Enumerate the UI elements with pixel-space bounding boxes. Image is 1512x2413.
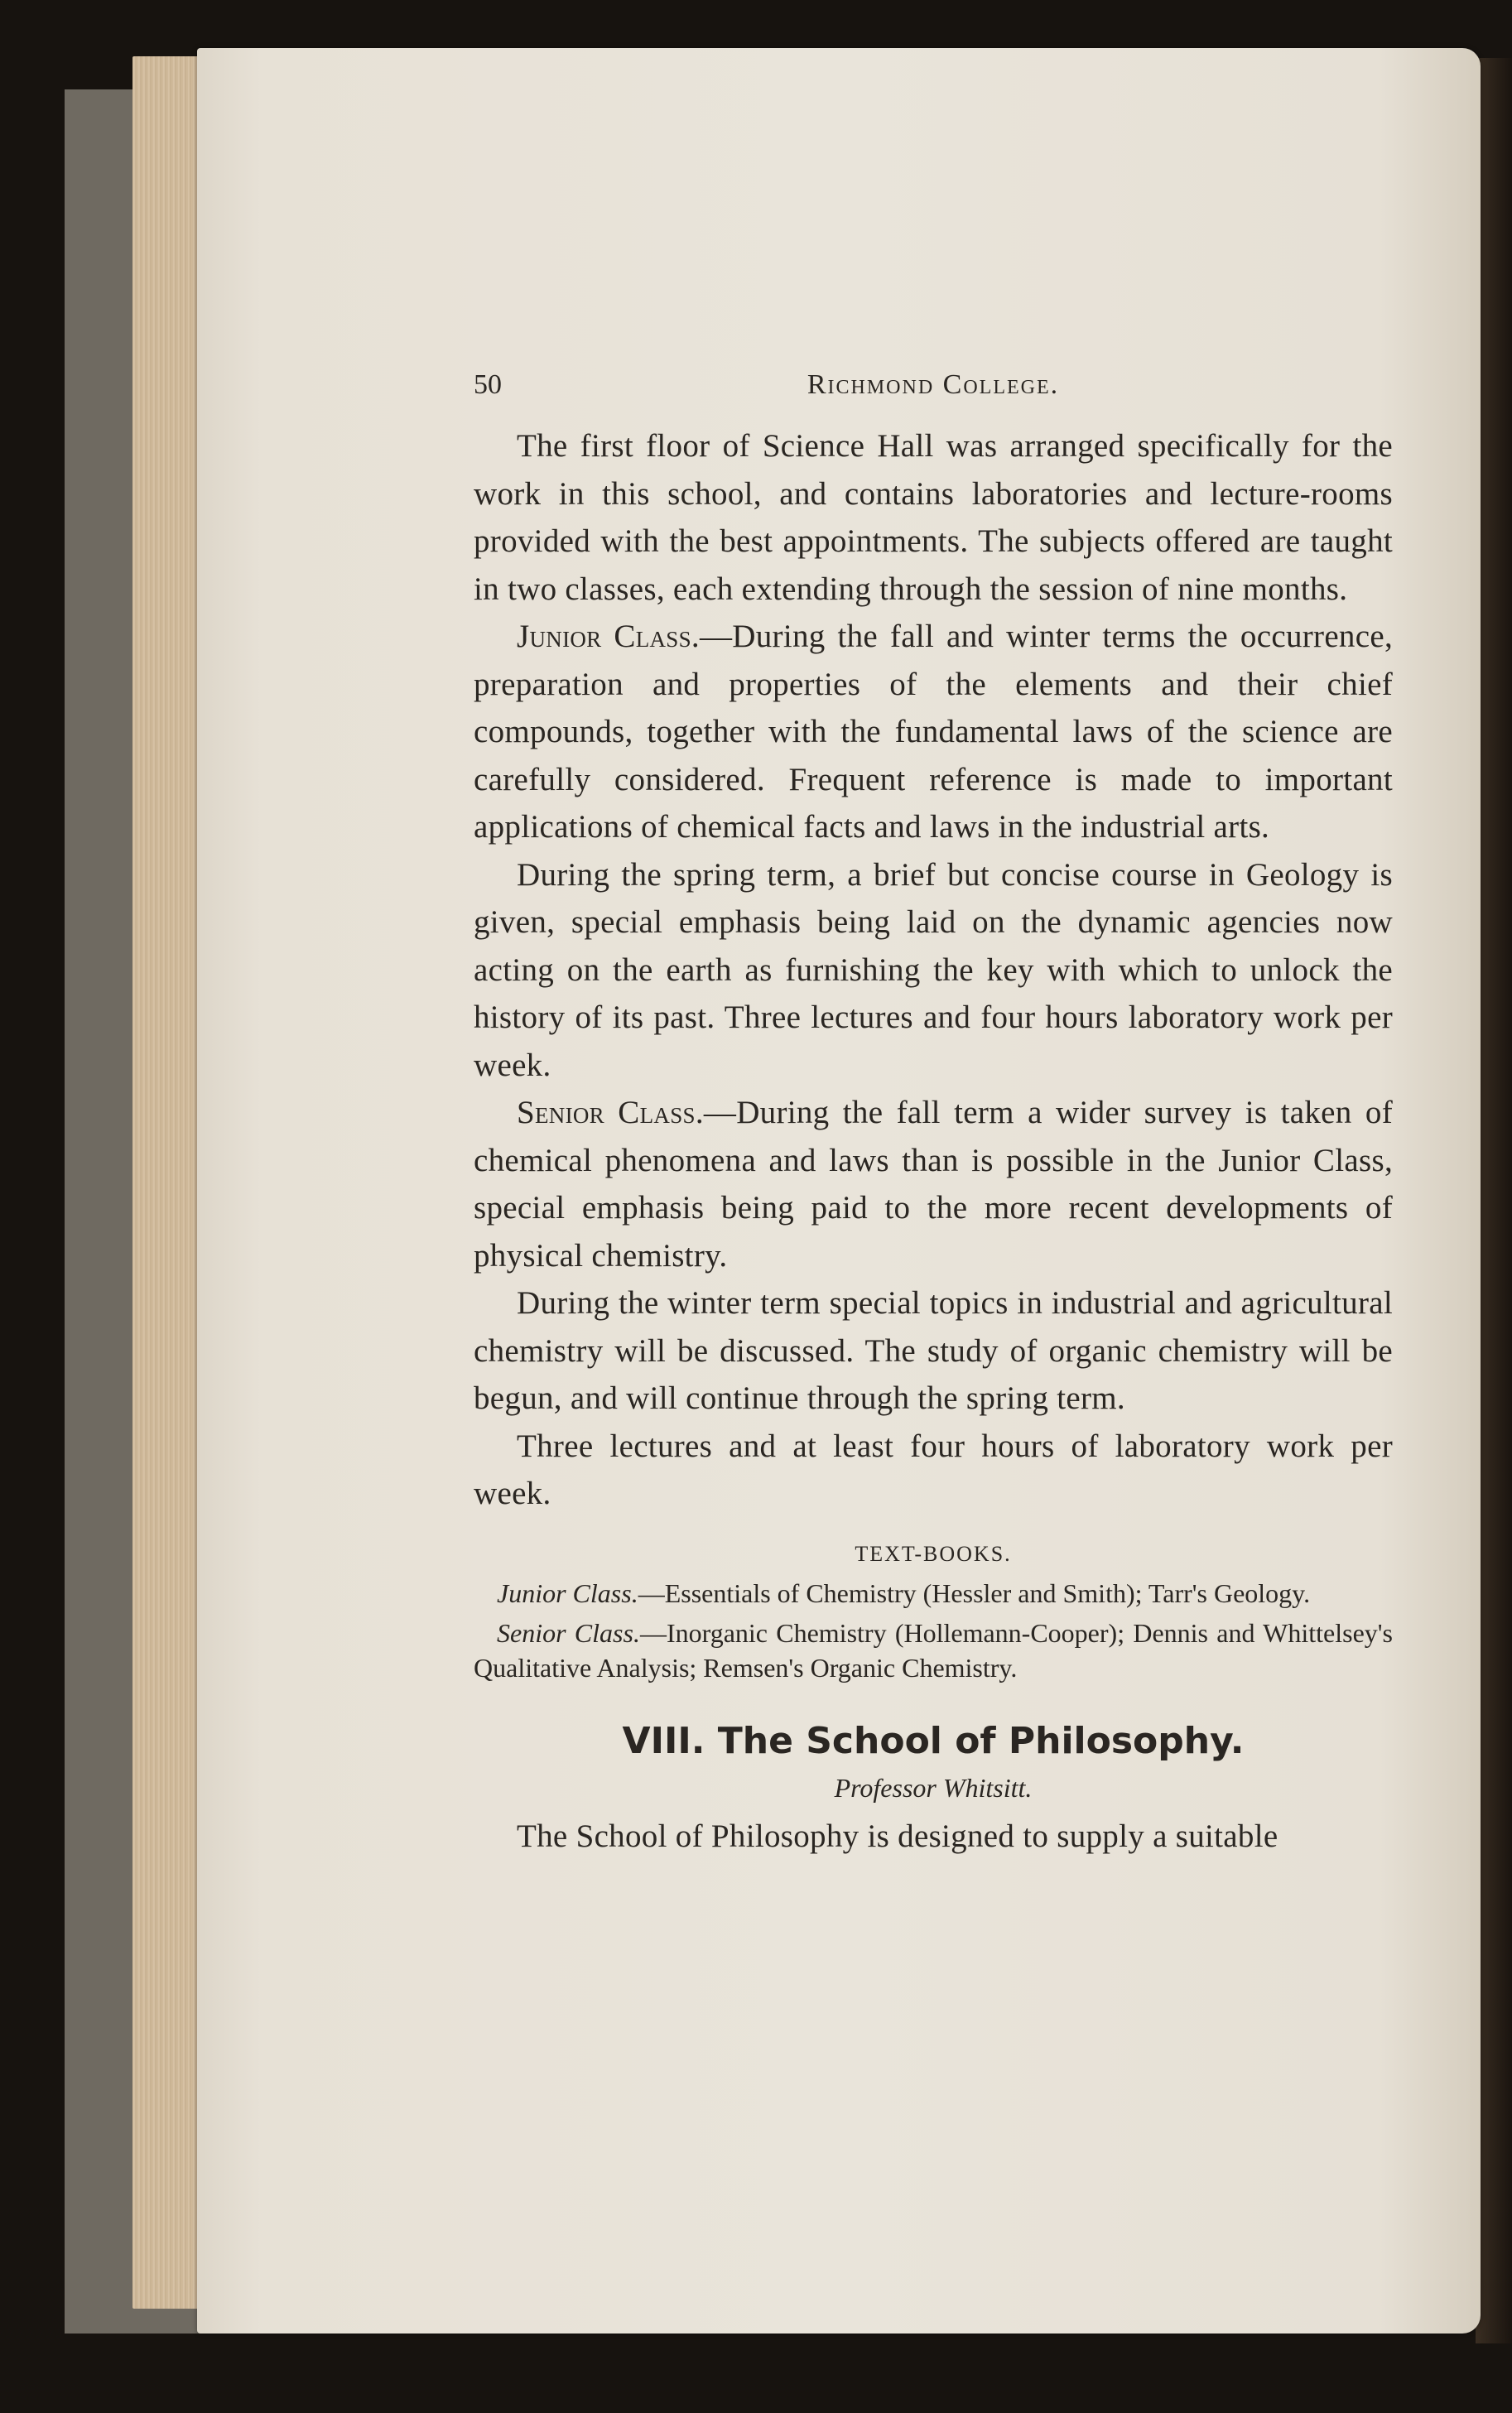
paragraph-lectures: Three lectures and at least four hours of laboratory work per week.	[474, 1428, 1393, 1511]
textbooks-senior	[474, 1616, 1393, 1685]
section-professor: Professor Whitsitt.	[834, 1772, 1033, 1803]
paragraph-geology: During the spring term, a brief but concise course in Geology is given, special emphasis being laid on the dynamic agencies now acting on the earth as furnishing the key with which to unlock the history of its past. Three lectures and four hours laboratory work per week.	[474, 856, 1393, 1083]
book-gutter	[1476, 58, 1512, 2343]
paragraph-philosophy: The School of Philosophy is designed to supply a suitable	[517, 1818, 1278, 1854]
textbooks-junior	[474, 1576, 1393, 1611]
page-number: 50	[474, 369, 502, 400]
textbooks-junior-label: Junior Class.	[497, 1577, 638, 1608]
paragraph-winter-term: During the winter term special topics in industrial and agricultural chemistry will be discussed. The study of organic chemistry will be begun, and will continue through the spring term.	[474, 1285, 1393, 1416]
textbooks-senior-label: Senior Class.	[497, 1617, 640, 1648]
senior-class-text: —During the fall term a wider survey is taken of chemical phenomena and laws than is possible in the Junior Class, special emphasis being paid to the more recent developments of physical chemistry.	[474, 1095, 1393, 1274]
page-edges	[132, 56, 207, 2309]
junior-class-heading: Junior Class.	[517, 619, 700, 654]
textbooks-junior-list: —Essentials of Chemistry (Hessler and Smith); Tarr's Geology.	[638, 1577, 1311, 1608]
page-content	[474, 364, 1393, 1860]
running-head: Richmond College.	[807, 369, 1060, 400]
section-title: VIII. The School of Philosophy.	[622, 1719, 1245, 1762]
paragraph-senior-class	[474, 1089, 1393, 1279]
paragraph-intro: The first floor of Science Hall was arranged specifically for the work in this school, and contains laboratories and lecture-rooms provided with the best appointments. The subjects offered are taught in two classes, each extending through the session of nine months.	[474, 428, 1393, 607]
junior-class-text: —During the fall and winter terms the occurrence, preparation and properties of the elements and their chief compounds, together with the fundamental laws of the science are carefully considered. Frequent reference is made to important applications of chemical facts and laws in the industrial arts.	[474, 619, 1394, 845]
paragraph-junior-class	[474, 613, 1393, 851]
senior-class-heading: Senior Class.	[517, 1095, 704, 1130]
textbooks-senior-list: —Inorganic Chemistry (Hollemann-Cooper); Dennis and Whittelsey's Qualitative Analysis; Remsen's Organic Chemistry.	[474, 1617, 1394, 1683]
page-header	[474, 364, 1393, 422]
textbooks-heading: TEXT-BOOKS.	[855, 1541, 1012, 1566]
